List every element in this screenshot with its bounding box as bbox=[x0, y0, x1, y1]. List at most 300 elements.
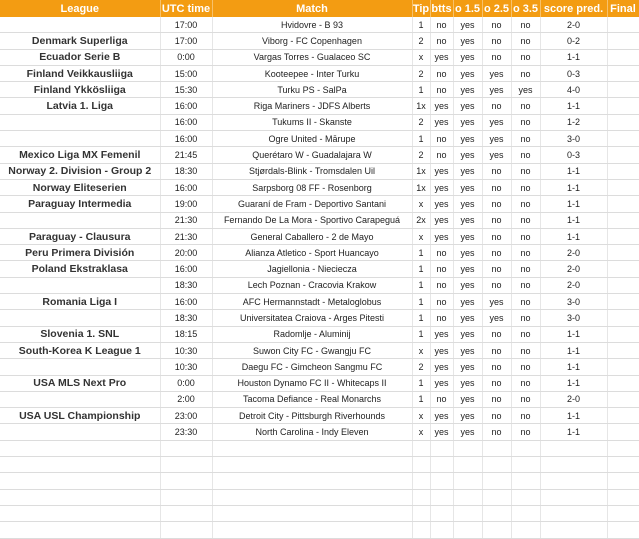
o25-cell: no bbox=[482, 326, 511, 342]
table-row bbox=[0, 261, 639, 277]
table-row bbox=[0, 65, 639, 81]
time-cell: 16:00 bbox=[160, 131, 212, 147]
score-pred-cell: 2-0 bbox=[540, 261, 607, 277]
empty-cell bbox=[430, 457, 453, 473]
btts-cell: yes bbox=[430, 342, 453, 358]
table-row bbox=[0, 147, 639, 163]
match-cell: Detroit City - Pittsburgh Riverhounds bbox=[212, 408, 412, 424]
table-row bbox=[0, 98, 639, 114]
final-cell bbox=[607, 33, 639, 49]
header-final: Final bbox=[607, 0, 639, 17]
time-cell: 18:15 bbox=[160, 326, 212, 342]
score-pred-cell: 1-1 bbox=[540, 375, 607, 391]
empty-cell bbox=[430, 489, 453, 505]
o15-cell: yes bbox=[453, 179, 482, 195]
o15-cell: yes bbox=[453, 261, 482, 277]
final-cell bbox=[607, 326, 639, 342]
empty-cell bbox=[511, 505, 540, 521]
header-o35: o 3.5 bbox=[511, 0, 540, 17]
time-cell: 16:00 bbox=[160, 261, 212, 277]
o25-cell: no bbox=[482, 245, 511, 261]
empty-cell bbox=[430, 440, 453, 456]
empty-cell bbox=[160, 489, 212, 505]
o35-cell: no bbox=[511, 277, 540, 293]
score-pred-cell: 1-1 bbox=[540, 326, 607, 342]
time-cell: 15:00 bbox=[160, 65, 212, 81]
btts-cell: no bbox=[430, 17, 453, 33]
empty-cell bbox=[607, 457, 639, 473]
o25-cell: no bbox=[482, 424, 511, 440]
tip-cell: 1 bbox=[412, 245, 430, 261]
time-cell: 19:00 bbox=[160, 196, 212, 212]
o25-cell: no bbox=[482, 179, 511, 195]
o35-cell: no bbox=[511, 131, 540, 147]
o35-cell: no bbox=[511, 375, 540, 391]
score-pred-cell: 2-0 bbox=[540, 277, 607, 293]
match-cell: Houston Dynamo FC II - Whitecaps II bbox=[212, 375, 412, 391]
o15-cell: yes bbox=[453, 359, 482, 375]
match-cell: Tacoma Defiance - Real Monarchs bbox=[212, 391, 412, 407]
league-cell: Latvia 1. Liga bbox=[0, 98, 160, 114]
empty-cell bbox=[453, 457, 482, 473]
header-tip: Tip bbox=[412, 0, 430, 17]
table-row bbox=[0, 228, 639, 244]
time-cell: 21:30 bbox=[160, 212, 212, 228]
btts-cell: yes bbox=[430, 359, 453, 375]
tip-cell: 1x bbox=[412, 98, 430, 114]
o35-cell: no bbox=[511, 391, 540, 407]
o35-cell: no bbox=[511, 261, 540, 277]
time-cell: 10:30 bbox=[160, 359, 212, 375]
empty-cell bbox=[212, 440, 412, 456]
league-cell bbox=[0, 212, 160, 228]
empty-cell bbox=[511, 489, 540, 505]
btts-cell: no bbox=[430, 245, 453, 261]
match-cell: Daegu FC - Gimcheon Sangmu FC bbox=[212, 359, 412, 375]
final-cell bbox=[607, 424, 639, 440]
final-cell bbox=[607, 342, 639, 358]
league-cell: South-Korea K League 1 bbox=[0, 342, 160, 358]
btts-cell: yes bbox=[430, 212, 453, 228]
table-row bbox=[0, 294, 639, 310]
league-cell bbox=[0, 17, 160, 33]
o15-cell: yes bbox=[453, 196, 482, 212]
o25-cell: no bbox=[482, 196, 511, 212]
match-cell: North Carolina - Indy Eleven bbox=[212, 424, 412, 440]
empty-cell bbox=[540, 440, 607, 456]
final-cell bbox=[607, 49, 639, 65]
tip-cell: x bbox=[412, 196, 430, 212]
empty-cell bbox=[412, 440, 430, 456]
match-cell: Radomlje - Aluminij bbox=[212, 326, 412, 342]
o15-cell: yes bbox=[453, 98, 482, 114]
empty-cell bbox=[160, 505, 212, 521]
header-btts: btts bbox=[430, 0, 453, 17]
time-cell: 2:00 bbox=[160, 391, 212, 407]
match-cell: Tukums II - Skanste bbox=[212, 114, 412, 130]
o25-cell: no bbox=[482, 17, 511, 33]
match-cell: Suwon City FC - Gwangju FC bbox=[212, 342, 412, 358]
btts-cell: no bbox=[430, 310, 453, 326]
o25-cell: yes bbox=[482, 131, 511, 147]
league-cell: Ecuador Serie B bbox=[0, 49, 160, 65]
header-score-pred: score pred. bbox=[540, 0, 607, 17]
tip-cell: x bbox=[412, 228, 430, 244]
tip-cell: 1 bbox=[412, 82, 430, 98]
table-row bbox=[0, 212, 639, 228]
empty-row bbox=[0, 489, 639, 505]
empty-cell bbox=[540, 505, 607, 521]
o15-cell: yes bbox=[453, 391, 482, 407]
header-match: Match bbox=[212, 0, 412, 17]
score-pred-cell: 1-1 bbox=[540, 228, 607, 244]
match-cell: Viborg - FC Copenhagen bbox=[212, 33, 412, 49]
match-cell: Stjørdals-Blink - Tromsdalen Uil bbox=[212, 163, 412, 179]
final-cell bbox=[607, 245, 639, 261]
empty-cell bbox=[482, 457, 511, 473]
league-cell bbox=[0, 359, 160, 375]
o15-cell: yes bbox=[453, 65, 482, 81]
tip-cell: x bbox=[412, 342, 430, 358]
final-cell bbox=[607, 98, 639, 114]
final-cell bbox=[607, 179, 639, 195]
league-cell: Romania Liga I bbox=[0, 294, 160, 310]
score-pred-cell: 3-0 bbox=[540, 131, 607, 147]
empty-cell bbox=[430, 505, 453, 521]
o25-cell: no bbox=[482, 408, 511, 424]
time-cell: 16:00 bbox=[160, 114, 212, 130]
final-cell bbox=[607, 408, 639, 424]
table-row bbox=[0, 131, 639, 147]
o25-cell: no bbox=[482, 98, 511, 114]
league-cell bbox=[0, 424, 160, 440]
o25-cell: no bbox=[482, 33, 511, 49]
empty-cell bbox=[607, 489, 639, 505]
time-cell: 17:00 bbox=[160, 33, 212, 49]
tip-cell: 1 bbox=[412, 277, 430, 293]
tip-cell: 1 bbox=[412, 294, 430, 310]
score-pred-cell: 1-1 bbox=[540, 196, 607, 212]
score-pred-cell: 0-3 bbox=[540, 65, 607, 81]
empty-cell bbox=[212, 505, 412, 521]
o25-cell: yes bbox=[482, 310, 511, 326]
empty-cell bbox=[0, 489, 160, 505]
table-row bbox=[0, 114, 639, 130]
empty-cell bbox=[212, 489, 412, 505]
empty-cell bbox=[412, 489, 430, 505]
tip-cell: 1 bbox=[412, 326, 430, 342]
final-cell bbox=[607, 375, 639, 391]
league-cell: Peru Primera División bbox=[0, 245, 160, 261]
match-cell: Fernando De La Mora - Sportivo Carapeguá bbox=[212, 212, 412, 228]
tip-cell: 1 bbox=[412, 391, 430, 407]
final-cell bbox=[607, 261, 639, 277]
header-league: League bbox=[0, 0, 160, 17]
score-pred-cell: 4-0 bbox=[540, 82, 607, 98]
league-cell bbox=[0, 310, 160, 326]
o25-cell: no bbox=[482, 163, 511, 179]
o35-cell: no bbox=[511, 49, 540, 65]
empty-cell bbox=[511, 440, 540, 456]
btts-cell: no bbox=[430, 131, 453, 147]
o25-cell: no bbox=[482, 375, 511, 391]
o35-cell: no bbox=[511, 147, 540, 163]
btts-cell: no bbox=[430, 147, 453, 163]
final-cell bbox=[607, 147, 639, 163]
o35-cell: no bbox=[511, 228, 540, 244]
o35-cell: no bbox=[511, 179, 540, 195]
empty-cell bbox=[412, 457, 430, 473]
btts-cell: yes bbox=[430, 163, 453, 179]
tip-cell: 2 bbox=[412, 147, 430, 163]
table-row bbox=[0, 391, 639, 407]
time-cell: 20:00 bbox=[160, 245, 212, 261]
empty-row bbox=[0, 440, 639, 456]
empty-cell bbox=[160, 440, 212, 456]
final-cell bbox=[607, 294, 639, 310]
btts-cell: no bbox=[430, 391, 453, 407]
o15-cell: yes bbox=[453, 49, 482, 65]
o25-cell: yes bbox=[482, 65, 511, 81]
tip-cell: 1x bbox=[412, 163, 430, 179]
o25-cell: no bbox=[482, 391, 511, 407]
o15-cell: yes bbox=[453, 326, 482, 342]
o15-cell: yes bbox=[453, 147, 482, 163]
table-row bbox=[0, 424, 639, 440]
time-cell: 10:30 bbox=[160, 342, 212, 358]
empty-cell bbox=[0, 440, 160, 456]
empty-row bbox=[0, 457, 639, 473]
btts-cell: yes bbox=[430, 375, 453, 391]
final-cell bbox=[607, 163, 639, 179]
match-cell: AFC Hermannstadt - Metaloglobus bbox=[212, 294, 412, 310]
btts-cell: yes bbox=[430, 49, 453, 65]
btts-cell: no bbox=[430, 261, 453, 277]
o25-cell: yes bbox=[482, 114, 511, 130]
o35-cell: no bbox=[511, 196, 540, 212]
o35-cell: no bbox=[511, 342, 540, 358]
empty-cell bbox=[453, 489, 482, 505]
o15-cell: yes bbox=[453, 131, 482, 147]
o25-cell: no bbox=[482, 261, 511, 277]
final-cell bbox=[607, 228, 639, 244]
o15-cell: yes bbox=[453, 163, 482, 179]
o35-cell: no bbox=[511, 424, 540, 440]
match-cell: Jagiellonia - Nieciecza bbox=[212, 261, 412, 277]
empty-cell bbox=[540, 489, 607, 505]
table-row bbox=[0, 359, 639, 375]
empty-cell bbox=[412, 473, 430, 489]
table-row bbox=[0, 310, 639, 326]
score-pred-cell: 1-1 bbox=[540, 163, 607, 179]
empty-cell bbox=[453, 505, 482, 521]
o15-cell: yes bbox=[453, 424, 482, 440]
time-cell: 16:00 bbox=[160, 98, 212, 114]
o15-cell: yes bbox=[453, 212, 482, 228]
league-cell: Denmark Superliga bbox=[0, 33, 160, 49]
league-cell: Finland Veikkausliiga bbox=[0, 65, 160, 81]
table-row bbox=[0, 49, 639, 65]
table-row bbox=[0, 326, 639, 342]
league-cell: Slovenia 1. SNL bbox=[0, 326, 160, 342]
final-cell bbox=[607, 131, 639, 147]
match-cell: Riga Mariners - JDFS Alberts bbox=[212, 98, 412, 114]
tip-cell: 2 bbox=[412, 114, 430, 130]
o25-cell: no bbox=[482, 342, 511, 358]
header-o15: o 1.5 bbox=[453, 0, 482, 17]
league-cell: Norway Eliteserien bbox=[0, 179, 160, 195]
time-cell: 0:00 bbox=[160, 49, 212, 65]
o35-cell: no bbox=[511, 326, 540, 342]
btts-cell: yes bbox=[430, 408, 453, 424]
o25-cell: yes bbox=[482, 294, 511, 310]
header-utc-time: UTC time bbox=[160, 0, 212, 17]
o15-cell: yes bbox=[453, 114, 482, 130]
o25-cell: no bbox=[482, 359, 511, 375]
o15-cell: yes bbox=[453, 245, 482, 261]
o15-cell: yes bbox=[453, 342, 482, 358]
empty-cell bbox=[482, 505, 511, 521]
score-pred-cell: 3-0 bbox=[540, 310, 607, 326]
table-row bbox=[0, 17, 639, 33]
empty-cell bbox=[453, 473, 482, 489]
header-o25: o 2.5 bbox=[482, 0, 511, 17]
match-cell: Lech Poznan - Cracovia Krakow bbox=[212, 277, 412, 293]
tip-cell: x bbox=[412, 408, 430, 424]
o35-cell: no bbox=[511, 245, 540, 261]
time-cell: 18:30 bbox=[160, 277, 212, 293]
score-pred-cell: 1-1 bbox=[540, 212, 607, 228]
tip-cell: 1x bbox=[412, 179, 430, 195]
final-cell bbox=[607, 82, 639, 98]
time-cell: 21:45 bbox=[160, 147, 212, 163]
final-cell bbox=[607, 196, 639, 212]
score-pred-cell: 1-1 bbox=[540, 179, 607, 195]
empty-cell bbox=[607, 505, 639, 521]
empty-cell bbox=[160, 473, 212, 489]
o15-cell: yes bbox=[453, 310, 482, 326]
o25-cell: no bbox=[482, 49, 511, 65]
o15-cell: yes bbox=[453, 277, 482, 293]
tip-cell: 2 bbox=[412, 33, 430, 49]
tip-cell: 1 bbox=[412, 375, 430, 391]
match-cell: Ogre United - Mārupe bbox=[212, 131, 412, 147]
o25-cell: no bbox=[482, 228, 511, 244]
final-cell bbox=[607, 114, 639, 130]
final-cell bbox=[607, 17, 639, 33]
time-cell: 23:30 bbox=[160, 424, 212, 440]
o35-cell: no bbox=[511, 33, 540, 49]
league-cell: Mexico Liga MX Femenil bbox=[0, 147, 160, 163]
league-cell bbox=[0, 391, 160, 407]
o35-cell: no bbox=[511, 114, 540, 130]
match-cell: Alianza Atletico - Sport Huancayo bbox=[212, 245, 412, 261]
final-cell bbox=[607, 65, 639, 81]
empty-cell bbox=[482, 489, 511, 505]
btts-cell: yes bbox=[430, 98, 453, 114]
score-pred-cell: 2-0 bbox=[540, 245, 607, 261]
empty-cell bbox=[0, 473, 160, 489]
final-cell bbox=[607, 391, 639, 407]
o25-cell: yes bbox=[482, 82, 511, 98]
time-cell: 21:30 bbox=[160, 228, 212, 244]
empty-cell bbox=[430, 473, 453, 489]
score-pred-cell: 2-0 bbox=[540, 391, 607, 407]
o35-cell: no bbox=[511, 212, 540, 228]
match-cell: Vargas Torres - Gualaceo SC bbox=[212, 49, 412, 65]
btts-cell: yes bbox=[430, 196, 453, 212]
o35-cell: no bbox=[511, 408, 540, 424]
time-cell: 23:00 bbox=[160, 408, 212, 424]
table-row bbox=[0, 342, 639, 358]
o15-cell: yes bbox=[453, 375, 482, 391]
table-row bbox=[0, 179, 639, 195]
match-cell: Turku PS - SalPa bbox=[212, 82, 412, 98]
table-row bbox=[0, 33, 639, 49]
header-row bbox=[0, 0, 639, 17]
o25-cell: no bbox=[482, 212, 511, 228]
league-cell: Paraguay Intermedia bbox=[0, 196, 160, 212]
score-pred-cell: 1-1 bbox=[540, 49, 607, 65]
empty-cell bbox=[540, 473, 607, 489]
o25-cell: no bbox=[482, 277, 511, 293]
league-cell bbox=[0, 131, 160, 147]
table-row bbox=[0, 408, 639, 424]
match-cell: Hvidovre - B 93 bbox=[212, 17, 412, 33]
btts-cell: no bbox=[430, 294, 453, 310]
o15-cell: yes bbox=[453, 33, 482, 49]
match-cell: Universitatea Craiova - Arges Pitesti bbox=[212, 310, 412, 326]
time-cell: 18:30 bbox=[160, 310, 212, 326]
o25-cell: yes bbox=[482, 147, 511, 163]
btts-cell: yes bbox=[430, 179, 453, 195]
tip-cell: 1 bbox=[412, 310, 430, 326]
time-cell: 16:00 bbox=[160, 179, 212, 195]
btts-cell: no bbox=[430, 65, 453, 81]
table-row bbox=[0, 196, 639, 212]
match-cell: Kooteepee - Inter Turku bbox=[212, 65, 412, 81]
time-cell: 16:00 bbox=[160, 294, 212, 310]
empty-row bbox=[0, 473, 639, 489]
empty-cell bbox=[453, 440, 482, 456]
btts-cell: yes bbox=[430, 114, 453, 130]
o15-cell: yes bbox=[453, 82, 482, 98]
o35-cell: no bbox=[511, 359, 540, 375]
time-cell: 17:00 bbox=[160, 17, 212, 33]
score-pred-cell: 1-1 bbox=[540, 342, 607, 358]
btts-cell: yes bbox=[430, 424, 453, 440]
match-cell: Guaraní de Fram - Deportivo Santani bbox=[212, 196, 412, 212]
tip-cell: 2 bbox=[412, 65, 430, 81]
tip-cell: 2 bbox=[412, 359, 430, 375]
empty-cell bbox=[540, 457, 607, 473]
score-pred-cell: 2-0 bbox=[540, 17, 607, 33]
tip-cell: x bbox=[412, 424, 430, 440]
league-cell: USA MLS Next Pro bbox=[0, 375, 160, 391]
o35-cell: yes bbox=[511, 82, 540, 98]
score-pred-cell: 1-1 bbox=[540, 424, 607, 440]
tip-cell: 1 bbox=[412, 131, 430, 147]
empty-cell bbox=[511, 473, 540, 489]
empty-cell bbox=[511, 457, 540, 473]
btts-cell: yes bbox=[430, 228, 453, 244]
league-cell: Norway 2. Division - Group 2 bbox=[0, 163, 160, 179]
final-cell bbox=[607, 310, 639, 326]
match-cell: Sarpsborg 08 FF - Rosenborg bbox=[212, 179, 412, 195]
o35-cell: no bbox=[511, 294, 540, 310]
league-cell: Finland Ykkösliiga bbox=[0, 82, 160, 98]
league-cell: USA USL Championship bbox=[0, 408, 160, 424]
